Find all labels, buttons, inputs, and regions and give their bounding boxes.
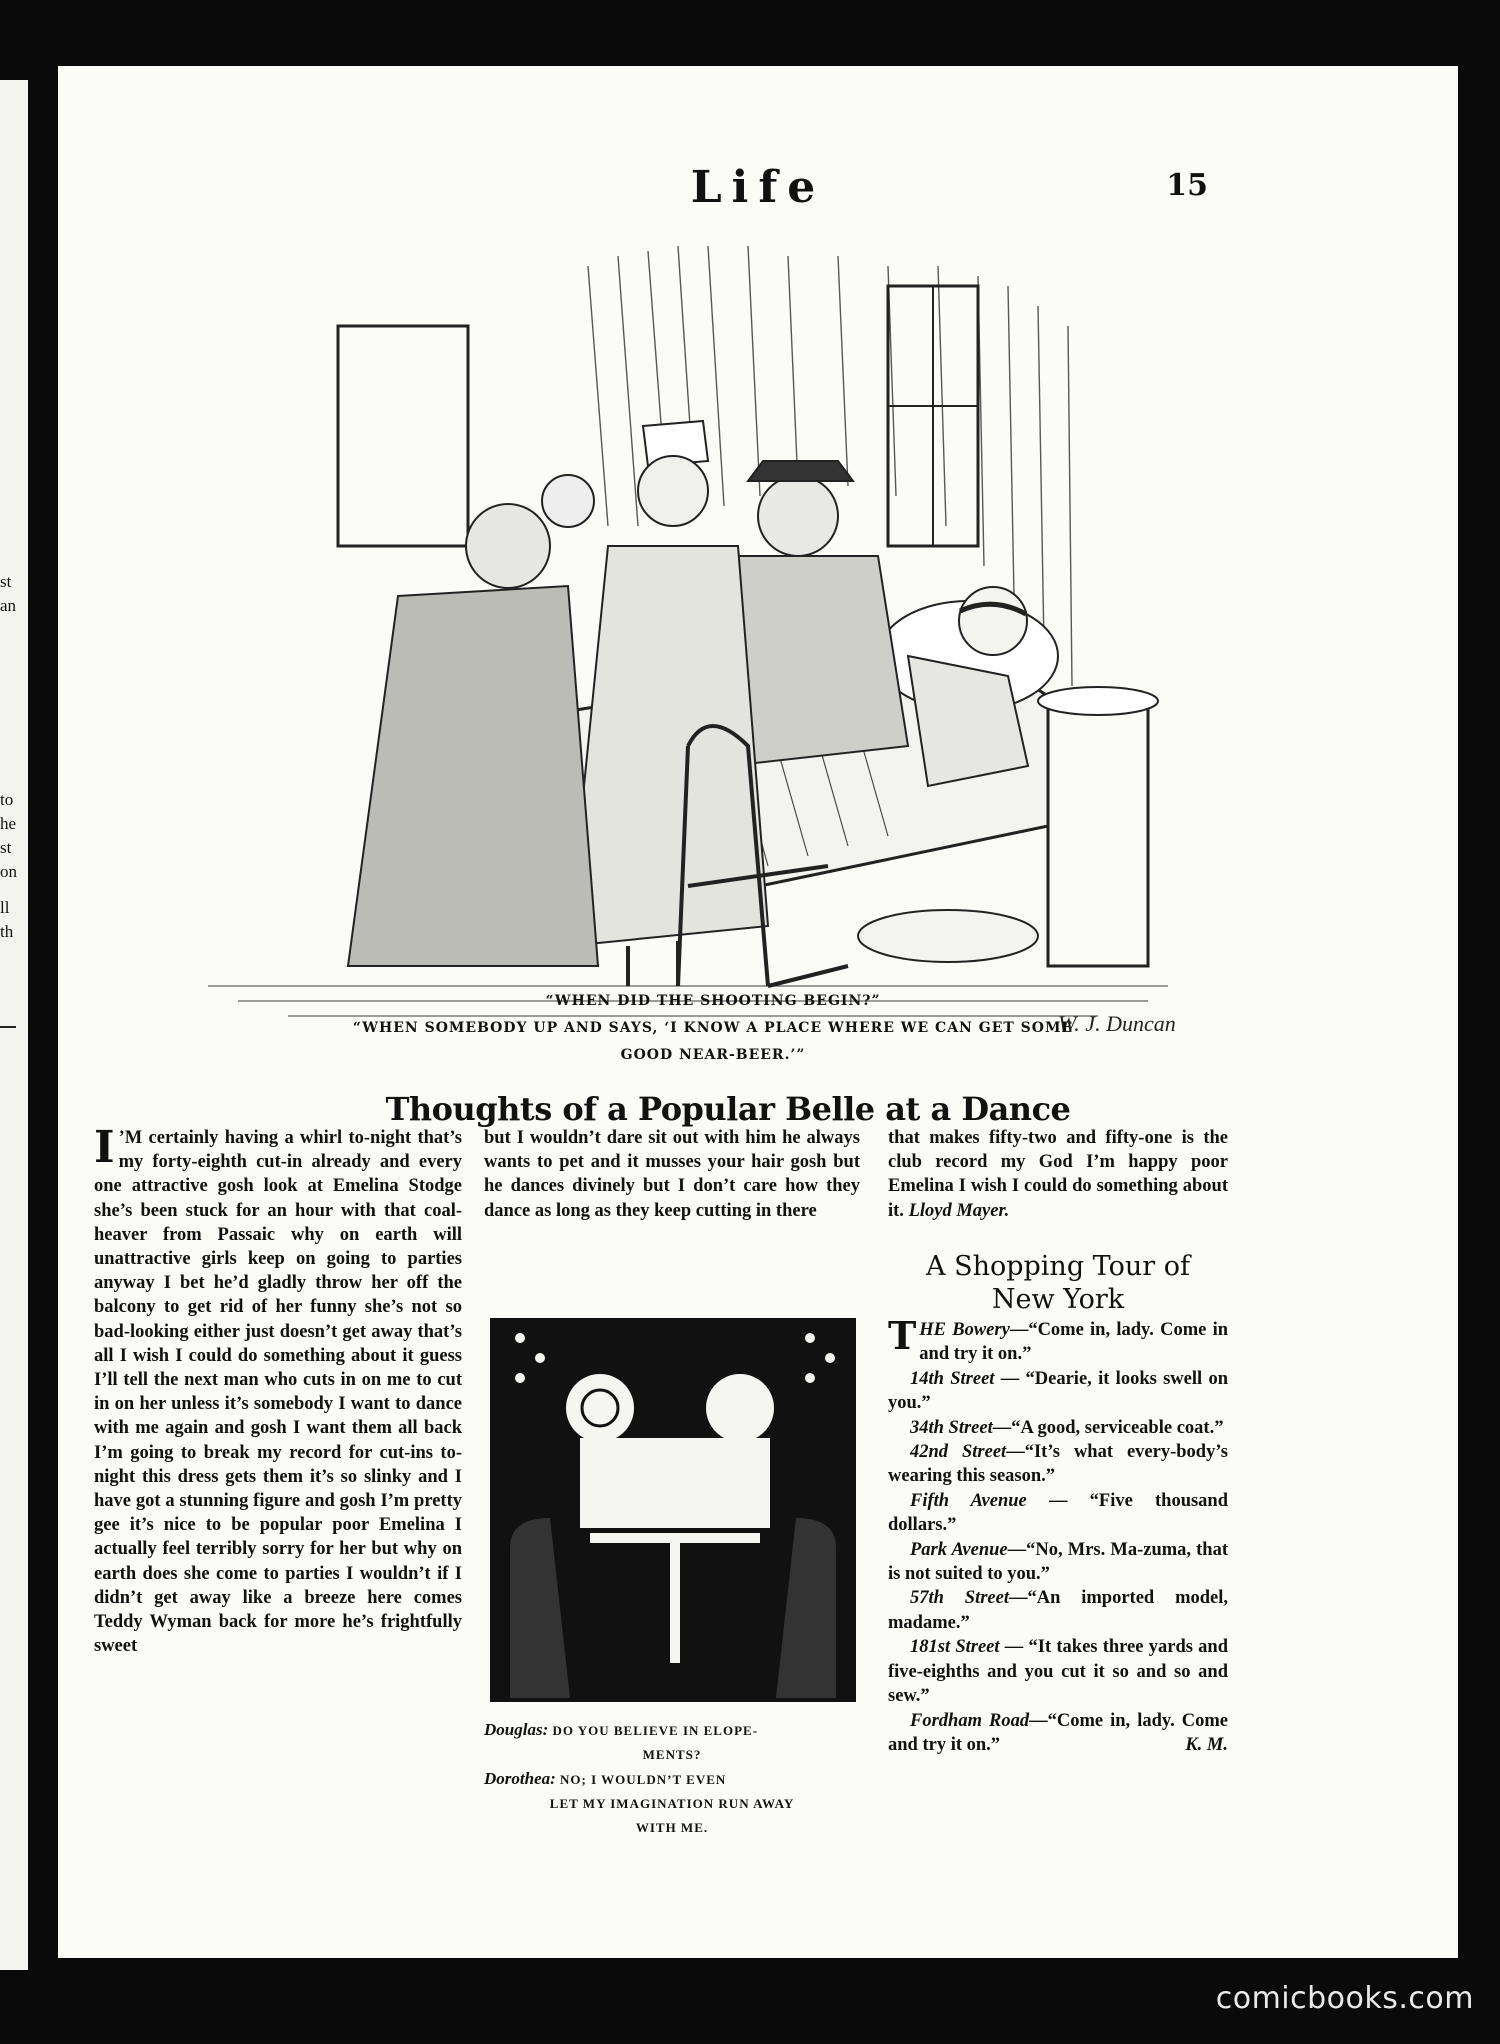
man-head [706, 1374, 774, 1442]
article-column-1 [94, 1122, 462, 1658]
speaker-name: Douglas: [484, 1720, 549, 1739]
caption-line: MENTS? [642, 1747, 702, 1762]
caption-line: WITH ME. [635, 1820, 709, 1835]
woman-head [566, 1374, 634, 1442]
policeman-cap [748, 461, 853, 481]
place-name: Fordham Road [910, 1710, 1030, 1731]
article-title: Thoughts of a Popular Belle at a Dance [385, 1090, 1071, 1128]
byline: Lloyd Mayer. [908, 1200, 1010, 1221]
place-name: 34th Street [910, 1417, 993, 1438]
top-cartoon-caption [258, 988, 1168, 1069]
man-robe [348, 586, 598, 966]
caption-line: DO YOU BELIEVE IN ELOPE- [552, 1723, 759, 1738]
caption-line: “WHEN DID THE SHOOTING BEGIN?” [545, 993, 881, 1009]
prev-fragment: st [0, 838, 12, 857]
shop-quote: —“Come in, lady. Come and try it on.” [888, 1710, 1228, 1755]
place-name: HE Bowery [919, 1320, 1010, 1340]
shop-quote: —“Come in, lady. Come in and try it on.” [919, 1320, 1229, 1365]
place-name: 14th Street [910, 1368, 995, 1389]
nurse-dress [568, 546, 768, 946]
shop-entry [888, 1709, 1228, 1758]
prev-fragment: on [0, 862, 17, 881]
side-table [1048, 696, 1148, 966]
column-text: ’M certainly having a whirl to-night that’s my forty-eighth cut-in already and every one attractive gosh look at Emelina Stodge she’s been stuck for an hour with that coal-heaver from Passaic why on earth will unattractive girls keep on going to parties anyway I bet he’d gladly throw her off the balcony to get rid of her funny she’s not so bad-looking either just doesn’t get away that’s all I wish I could do something about it guess I’ll tell the next man who cuts in on me to cut in on her unless it’s somebody I want to dance with me again and gosh I want them all back I’m going to break my record for cut-ins to-night this dress gets them it’s so slinky and I have got a stunning figure and gosh I’m pretty gee it’s nice to be popular poor Emelina I actually feel terribly sorry for her but why on earth does she come to parties I wouldn’t if I didn’t get away like a breeze here comes Teddy Wyman back for more he’s frightfully sweet [94, 1128, 462, 1657]
prev-fragment: he [0, 814, 17, 833]
shop-entry [888, 1635, 1228, 1708]
shop-quote: — “Five thousand dollars.” [888, 1490, 1229, 1536]
previous-page-fragments [0, 570, 18, 944]
title-line: A Shopping Tour of [926, 1251, 1190, 1282]
floor-basin [858, 910, 1038, 962]
shopping-tour-title [908, 1250, 1208, 1316]
speaker-name: Dorothea: [484, 1769, 556, 1788]
basin [1038, 687, 1158, 715]
article-column-2 [484, 1126, 860, 1223]
shop-quote: —“An imported model, madame.” [888, 1588, 1228, 1633]
title-line: New York [991, 1284, 1125, 1315]
table-top [590, 1533, 760, 1543]
previous-page-edge [0, 80, 28, 1970]
shop-entry [888, 1313, 1229, 1367]
caption-line: NO; I WOULDN’T EVEN [560, 1772, 727, 1787]
patient-head [959, 587, 1027, 655]
policeman-head [758, 476, 838, 556]
masthead: Life [690, 162, 826, 213]
drop-cap: T [888, 1313, 917, 1358]
drop-cap: I [94, 1122, 115, 1173]
prev-page-rule [0, 1026, 16, 1028]
page-number: 15 [1166, 168, 1208, 203]
train-dining-cartoon [490, 1318, 856, 1702]
shop-quote: —“It’s what every-body’s wearing this season.” [888, 1442, 1229, 1487]
prev-fragment: ll [0, 898, 10, 917]
prev-fragment: an [0, 596, 17, 615]
nurse-head [638, 456, 708, 526]
shopping-tour-body [888, 1313, 1229, 1757]
place-name: 42nd Street [910, 1442, 1007, 1463]
place-name: Park Avenue [910, 1539, 1008, 1560]
prev-fragment: st [0, 572, 12, 591]
man-head [466, 504, 550, 588]
shop-quote: —“No, Mrs. Ma-zuma, that is not suited to you.” [888, 1539, 1228, 1585]
column-text: that makes fifty-two and fifty-one is the club record my God I’m happy poor Emelina I wish I could do something about it. [888, 1128, 1228, 1221]
train-dining-drawing [490, 1318, 856, 1702]
caption-line: GOOD NEAR-BEER.’” [620, 1047, 806, 1063]
prev-fragment: to [0, 790, 14, 809]
train-window [580, 1438, 770, 1528]
table-leg [670, 1543, 680, 1663]
shop-quote: — “Dearie, it looks swell on you.” [888, 1368, 1228, 1414]
magazine-page [58, 66, 1458, 1958]
shop-entry [888, 1586, 1228, 1635]
shop-entry [888, 1489, 1228, 1538]
site-watermark: comicbooks.com [1215, 1981, 1474, 2016]
shop-quote: — “It takes three yards and five-eighths and you cut it so and so and sew.” [888, 1637, 1229, 1707]
orderly-head [542, 475, 594, 527]
hospital-cartoon [148, 226, 1228, 1046]
door [338, 326, 468, 546]
caption-line: “WHEN SOMEBODY UP AND SAYS, ‘I KNOW A PLACE WHERE WE CAN GET SOME [352, 1020, 1074, 1036]
shop-entry [888, 1416, 1228, 1440]
prev-fragment: th [0, 922, 14, 941]
shop-quote: —“A good, serviceable coat.” [992, 1417, 1224, 1438]
place-name: Fifth Avenue [910, 1490, 1027, 1511]
shop-entry [888, 1538, 1228, 1587]
caption-line: LET MY IMAGINATION RUN AWAY [549, 1796, 795, 1811]
train-cartoon-caption [484, 1718, 860, 1840]
article-column-3 [888, 1126, 1228, 1223]
cartoon-signature: W. J. Duncan [1058, 1011, 1176, 1036]
shop-entry [888, 1440, 1228, 1489]
place-name: 181st Street [910, 1637, 1000, 1658]
hospital-cartoon-drawing [148, 226, 1228, 1046]
byline: K. M. [1185, 1734, 1228, 1755]
column-text: but I wouldn’t dare sit out with him he always wants to pet and it musses your hair gosh but he dances divinely but I don’t care how they dance as long as they keep cutting in there [484, 1128, 860, 1221]
shop-entry [888, 1367, 1228, 1416]
place-name: 57th Street [910, 1588, 1009, 1609]
